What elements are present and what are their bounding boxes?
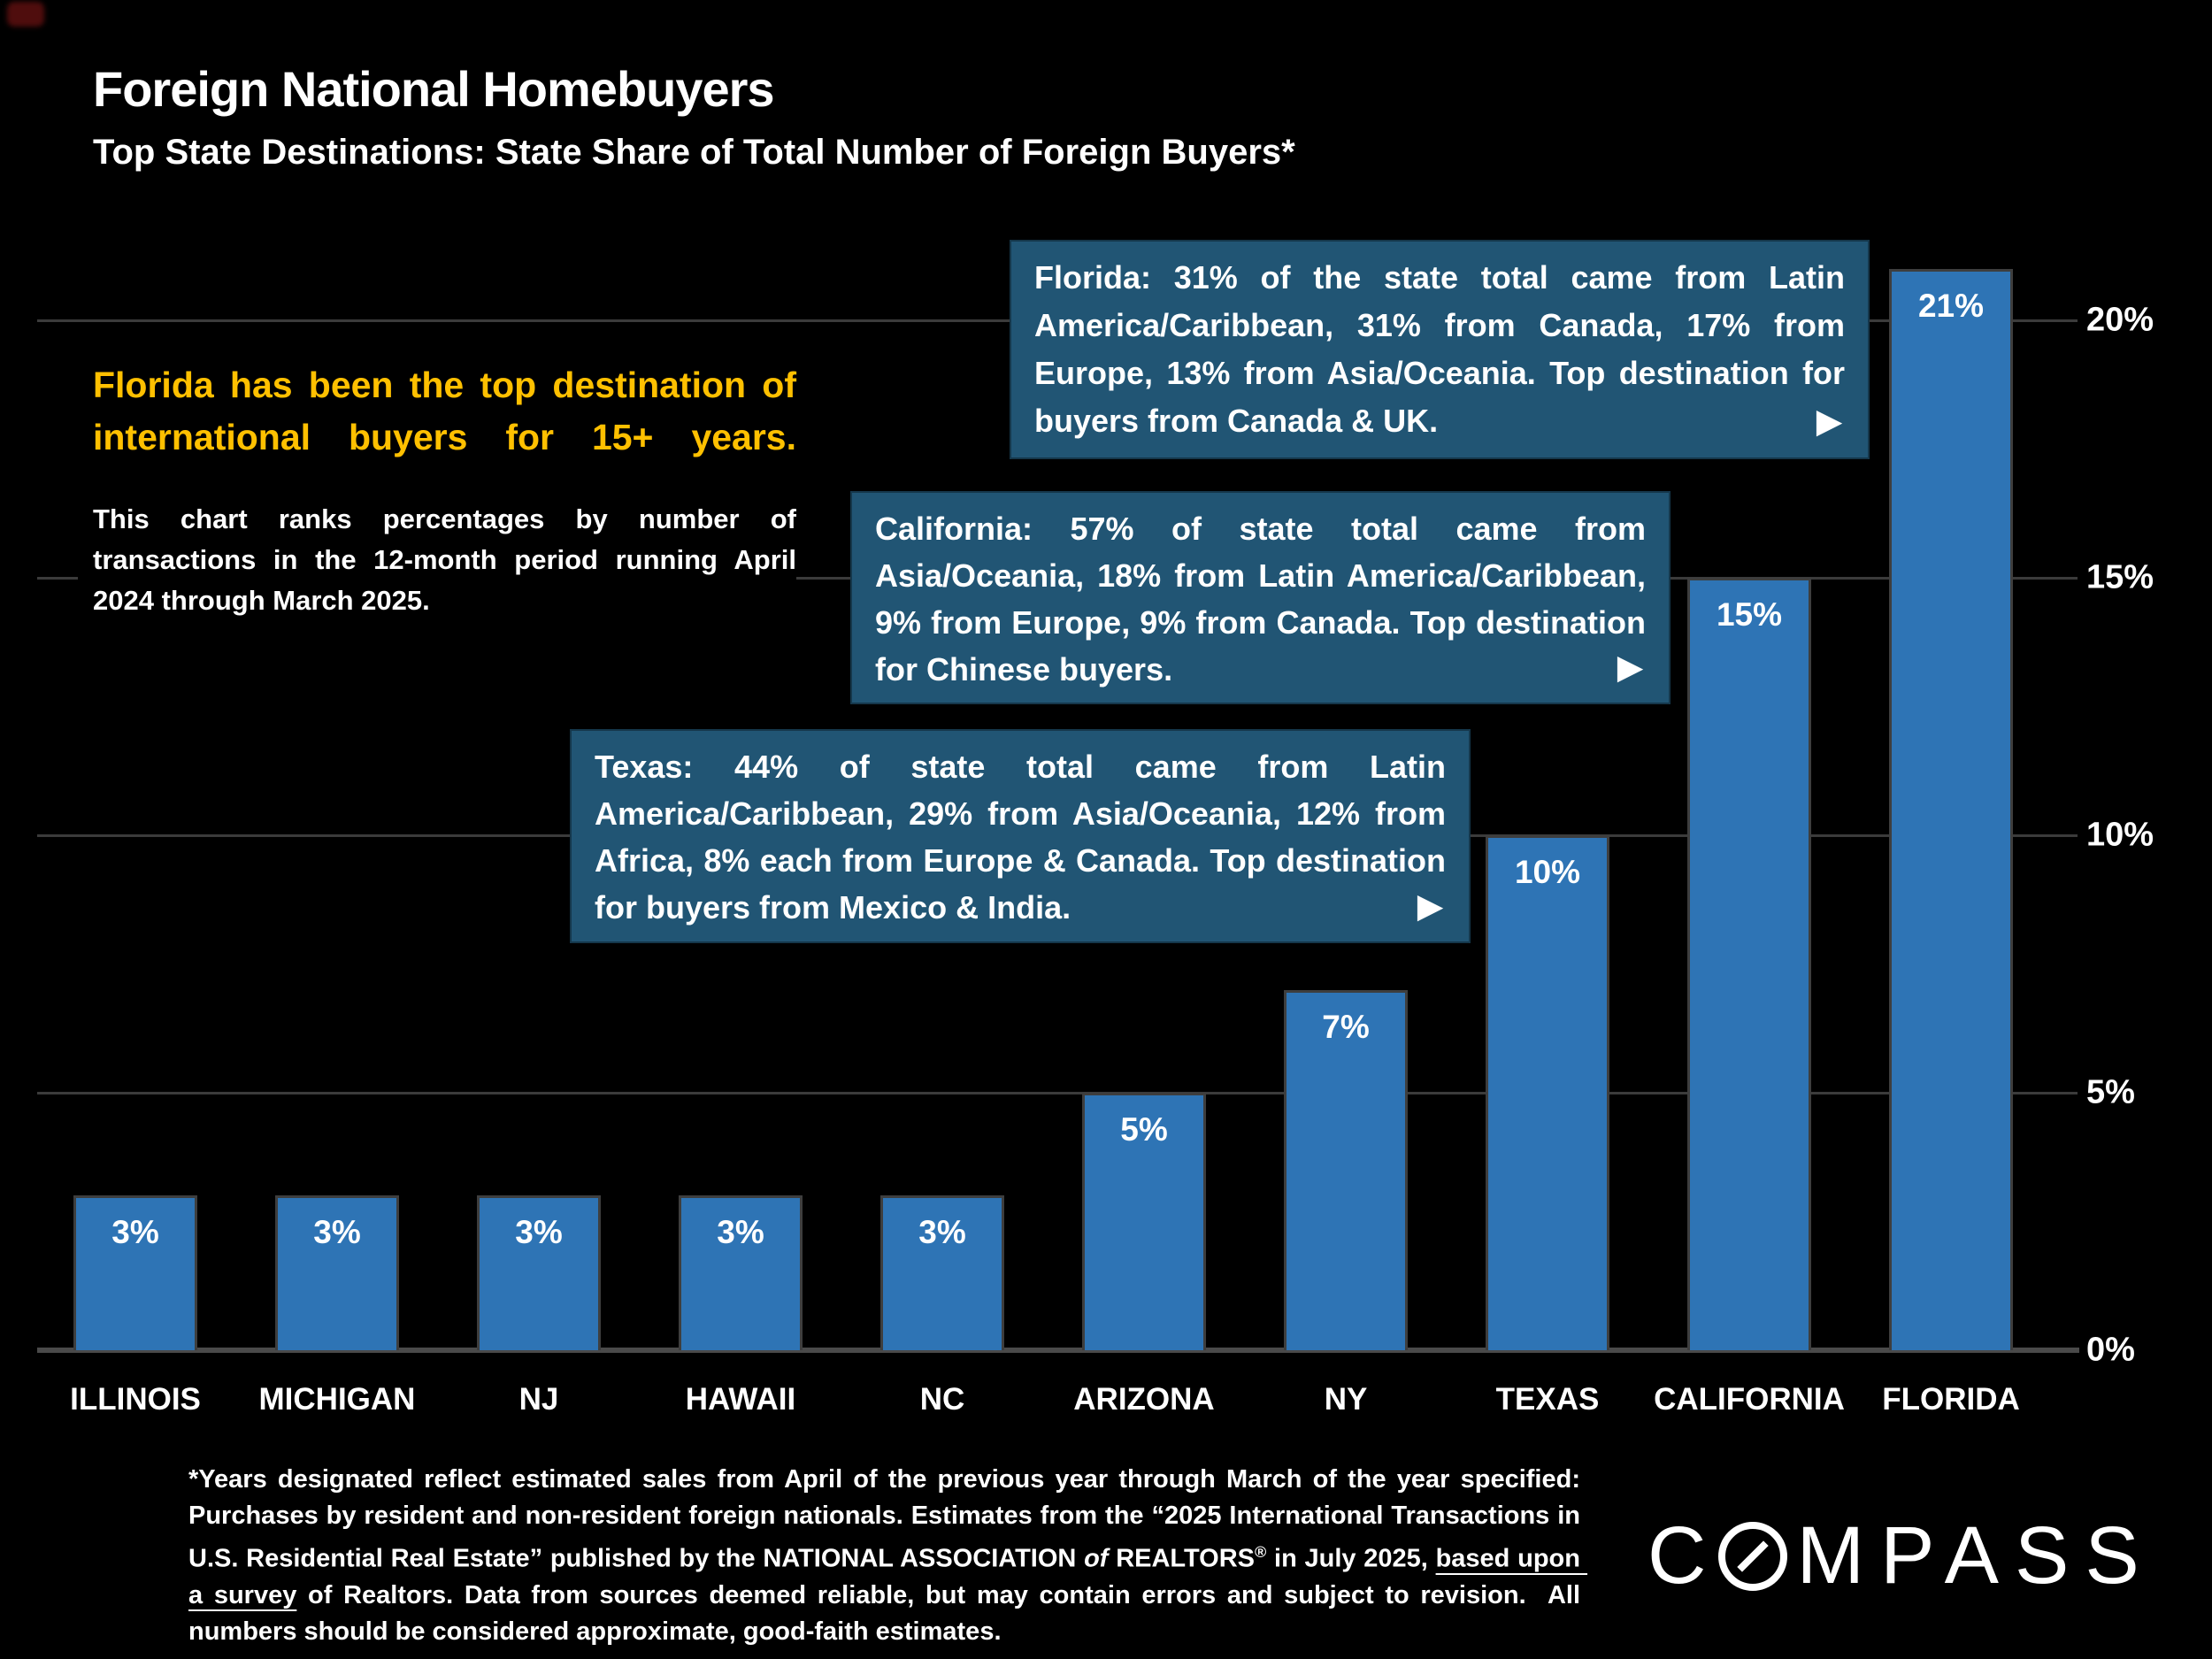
x-axis-label: HAWAII [685,1382,796,1417]
footnote-segment: *Years designated reflect estimated sales from April of the previous year through March of the year specified: Purchases by resident and non-resident foreign nationals. Estimates from the “2025 International Transactions in U.S. Residential Real Estate” published by the NATIONAL ASSOCIATION [188,1465,1588,1573]
y-axis-label: 15% [2086,558,2154,596]
bar-arizona [1082,1093,1206,1350]
arrow-right-icon: ▶ [1617,649,1642,685]
x-axis-label: NJ [518,1382,559,1417]
bar-value-label: 3% [313,1214,361,1251]
y-axis-label: 0% [2086,1331,2135,1369]
bar-hawaii [679,1195,803,1350]
bar-ny [1284,990,1408,1350]
x-axis-label: NY [1324,1382,1368,1417]
callout-florida-text: Florida: 31% of the state total came from Latin America/Caribbean, 31% from Canada, 17% from Europe, 13% from Asia/Oceania. Top destination for buyers from Canada & UK. [1034,259,1845,439]
logo-letter-c: C [1647,1510,1723,1601]
compass-logo [1647,1509,2155,1602]
bar-nc [880,1195,1004,1350]
y-axis-label: 5% [2086,1073,2135,1111]
bar-value-label: 3% [717,1214,764,1251]
x-axis-label: CALIFORNIA [1654,1382,1845,1417]
bar-michigan [275,1195,399,1350]
highlight-body: This chart ranks percentages by number of transactions in the 12-month period running April 2024 through March 2025. [93,503,796,616]
y-axis-label: 20% [2086,301,2154,339]
bar-value-label: 5% [1120,1111,1168,1148]
footnote-segment: in July 2025, [1266,1544,1436,1573]
x-axis-label: ARIZONA [1073,1382,1215,1417]
footnote-segment: REALTORS [1108,1544,1256,1573]
bar-value-label: 3% [111,1214,159,1251]
highlight-heading: Florida has been the top destination of international buyers for 15+ years. [93,365,796,457]
screen-artifact-red [7,2,44,27]
bar-value-label: 3% [515,1214,563,1251]
callout-texas [570,729,1471,943]
bar-value-label: 10% [1514,854,1581,890]
callout-california [850,491,1671,704]
x-axis-label: TEXAS [1495,1382,1600,1417]
page-subtitle: Top State Destinations: State Share of Total Number of Foreign Buyers* [93,133,1295,172]
bar-value-label: 15% [1716,596,1783,633]
y-axis-label: 10% [2086,816,2154,854]
footnote-text [188,1462,1588,1650]
compass-o-icon [1718,1522,1787,1591]
x-axis-label: MICHIGAN [258,1382,416,1417]
x-axis-label: NC [919,1382,965,1417]
footnote-segment: of Realtors. Data from sources deemed reliable, but may contain errors and subject to revision. All numbers should be considered approximate, good-faith estimates. [188,1580,1588,1646]
bar-value-label: 7% [1322,1008,1370,1045]
bar-texas [1486,835,1609,1350]
bar-california [1687,578,1811,1350]
page-title: Foreign National Homebuyers [93,61,774,117]
compass-needle-icon [1738,1540,1769,1571]
bar-value-label: 3% [918,1214,966,1251]
bar-value-label: 21% [1917,287,1985,324]
x-axis-label: ILLINOIS [70,1382,201,1417]
bar-nj [477,1195,601,1350]
footnote-segment: based upon a survey [188,1544,1588,1609]
logo-letters-mpass: MPASS [1796,1510,2155,1601]
arrow-right-icon: ▶ [1816,403,1841,439]
callout-california-text: California: 57% of state total came from Asia/Oceania, 18% from Latin America/Caribbean, 9% from Europe, 9% from Canada. Top destination for Chinese buyers. [875,511,1646,687]
arrow-right-icon: ▶ [1417,887,1442,924]
bar-illinois [73,1195,197,1350]
highlight-block [78,352,796,630]
bar-florida [1889,269,2013,1350]
footnote-segment: of [1084,1544,1109,1573]
callout-florida [1010,240,1870,459]
x-axis-label: FLORIDA [1882,1382,2020,1417]
footnote-segment: ® [1255,1543,1267,1561]
callout-texas-text: Texas: 44% of state total came from Latin America/Caribbean, 29% from Asia/Oceania, 12% from Africa, 8% each from Europe & Canada. Top destination for buyers from Mexico & India. [595,749,1446,926]
